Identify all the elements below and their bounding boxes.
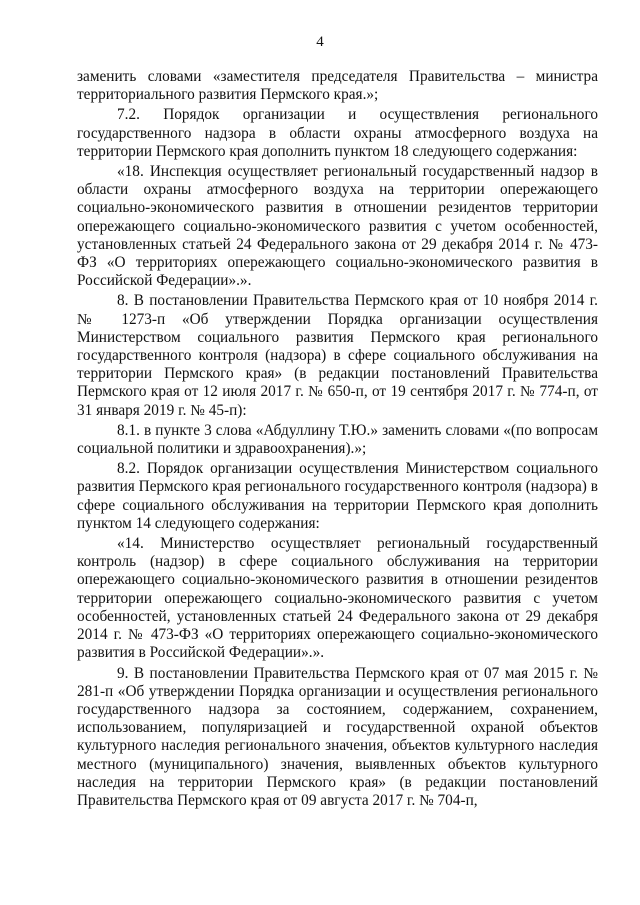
paragraph: «14. Министерство осуществляет региональный государственный контроль (надзор) в сфере социального обслуживания на территории опережающего социально-экономического развития в отношении резидентов территории опережающего социально-экономического развития с учетом особенностей, установленных статьей 24 Федерального закона от 29 декабря 2014 г. № 473-ФЗ «О территориях опережающего социально-экономического развития в Российской Федерации».». [77, 535, 598, 662]
document-body [77, 68, 598, 810]
paragraph: 8.2. Порядок организации осуществления Министерством социального развития Пермского края регионального государственного контроля (надзора) в сфере социального обслуживания на территории Пермского края дополнить пунктом 14 следующего содержания: [77, 460, 598, 532]
paragraph: «18. Инспекция осуществляет региональный государственный надзор в области охраны атмосферного воздуха на территории опережающего социально-экономического развития в отношении резидентов территории опережающего социально-экономического развития с учетом особенностей, установленных статьей 24 Федерального закона от 29 декабря 2014 г. № 473-ФЗ «О территориях опережающего социально-экономического развития в Российской Федерации».». [77, 163, 598, 290]
paragraph: заменить словами «заместителя председателя Правительства – министра территориального развития Пермского края.»; [77, 68, 598, 104]
paragraph: 9. В постановлении Правительства Пермского края от 07 мая 2015 г. № 281-п «Об утверждении Порядка организации и осуществления регионального государственного надзора за состоянием, содержанием, сохранением, использованием, популяризацией и государственной охраной объектов культурного наследия регионального значения, объектов культурного наследия местного (муниципального) значения, выявленных объектов культурного наследия на территории Пермского края» (в редакции постановлений Правительства Пермского края от 09 августа 2017 г. № 704-п, [77, 664, 598, 809]
paragraph: 8. В постановлении Правительства Пермского края от 10 ноября 2014 г. № 1273-п «Об утверждении Порядка организации осуществления Министерством социального развития Пермского края регионального государственного контроля (надзора) в сфере социального обслуживания на территории Пермского края» (в редакции постановлений Правительства Пермского края от 12 июля 2017 г. № 650-п, от 19 сентября 2017 г. № 774-п, от 31 января 2019 г. № 45-п): [77, 292, 598, 419]
paragraph: 8.1. в пункте 3 слова «Абдуллину Т.Ю.» заменить словами «(по вопросам социальной политики и здравоохранения).»; [77, 421, 598, 458]
page-number: 4 [316, 34, 324, 50]
paragraph: 7.2. Порядок организации и осуществления регионального государственного надзора в области охраны атмосферного воздуха на территории Пермского края дополнить пунктом 18 следующего содержания: [77, 106, 598, 160]
